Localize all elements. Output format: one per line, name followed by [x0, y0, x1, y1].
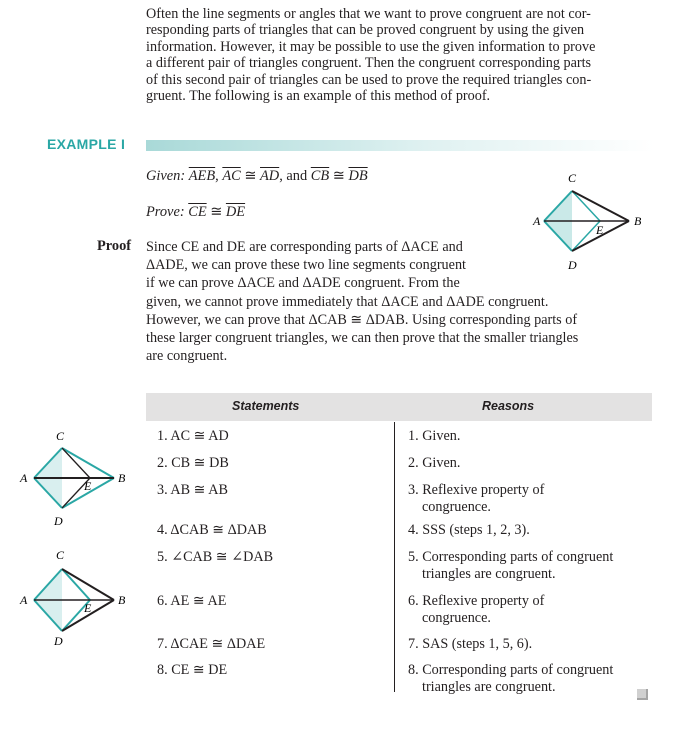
vertex-b-label: B [118, 593, 126, 607]
reason-line: triangles are congruent. [422, 566, 556, 582]
reason-3 [408, 482, 544, 516]
statement-2: 2. CB ≅ DB [157, 455, 229, 471]
cong-symbol: ≅ [244, 168, 257, 184]
reason-4 [408, 522, 530, 539]
vertex-c-label: C [56, 548, 65, 562]
proof-line: ΔADE, we can prove these two line segments congruent [146, 257, 466, 274]
given-seg-db: $\overline{DB}$ [348, 168, 368, 184]
given-seg-aeb: $\overline{AEB}$ [188, 168, 216, 184]
prove-line [146, 204, 245, 221]
vertex-a-label: A [533, 214, 541, 228]
given-seg-ac: $\overline{AC}$ [222, 168, 241, 184]
vertex-d-label: D [54, 634, 63, 648]
table-header [146, 393, 652, 421]
reason-line: 2. Given. [408, 455, 461, 471]
reason-2 [408, 455, 460, 472]
vertex-a-label: A [20, 471, 28, 485]
column-divider [394, 422, 395, 692]
example-label: EXAMPLE I [47, 136, 126, 152]
vertex-e-label: E [596, 223, 604, 237]
given-line: Given: $\overline{AEB}$, $\overline{AC}$ ≅ $\overline{AD}$, and $\overline{CB}$ ≅ $\overline{DB}$ [146, 168, 368, 184]
vertex-a-label: A [20, 593, 28, 607]
vertex-b-label: B [118, 471, 126, 485]
vertex-e-label: E [84, 479, 92, 493]
proof-line: if we can prove ΔACE and ΔADE congruent. From the [146, 275, 460, 292]
statement-4: 4. ΔCAB ≅ ΔDAB [157, 522, 267, 538]
statement-8: 8. CE ≅ DE [157, 662, 228, 678]
reasons-header: Reasons [482, 399, 535, 413]
figure-triangles-cab-dab [0, 428, 140, 532]
prove-seg-de: $\overline{DE}$ [225, 204, 246, 220]
proof-paragraph [146, 238, 646, 365]
intro-line: gruent. The following is an example of this method of proof. [146, 88, 491, 105]
statements-header: Statements [232, 399, 300, 413]
end-of-proof-box [637, 689, 648, 700]
prove-seg-ce: $\overline{CE}$ [188, 204, 207, 220]
vertex-c-label: C [56, 429, 65, 443]
reason-line: congruence. [422, 499, 491, 515]
given-label: Given: [146, 168, 186, 184]
vertex-b-label: B [634, 214, 642, 228]
prove-label: Prove: [146, 204, 185, 220]
statement-7: 7. ΔCAE ≅ ΔDAE [157, 636, 266, 652]
proof-line: However, we can prove that ΔCAB ≅ ΔDAB. Using corresponding parts of [146, 311, 578, 328]
reason-line: 1. Given. [408, 428, 461, 444]
cong-symbol: ≅ [332, 168, 345, 184]
given-and: , and [279, 168, 308, 184]
reason-line: 3. Reflexive property of [408, 482, 545, 498]
vertex-e-label: E [84, 601, 92, 615]
reason-1 [408, 428, 460, 445]
reason-line: 4. SSS (steps 1, 2, 3). [408, 522, 530, 538]
reason-5 [408, 549, 613, 583]
vertex-d-label: D [54, 514, 63, 528]
example-bar [146, 140, 654, 151]
proof-line: Since CE and DE are corresponding parts of ΔACE and [146, 239, 463, 255]
statement-6: 6. AE ≅ AE [157, 593, 227, 609]
reason-7 [408, 636, 532, 653]
reason-8 [408, 662, 613, 696]
proof-line: given, we cannot prove immediately that ΔACE and ΔADE congruent. [146, 293, 549, 310]
intro-line: Often the line segments or angles that we want to prove congruent are not cor- [146, 6, 591, 22]
intro-line: responding parts of triangles that can be proved congruent by using the given [146, 22, 585, 39]
intro-line: information. However, it may be possible to use the given information to prove [146, 38, 596, 55]
reason-line: triangles are congruent. [422, 679, 556, 695]
proof-line: these larger congruent triangles, we can then prove that the smaller triangles [146, 330, 579, 347]
reason-6 [408, 593, 544, 627]
intro-line: a different pair of triangles congruent. Then the congruent corresponding parts [146, 55, 592, 72]
figure-triangles-cae-dae [0, 545, 140, 649]
reason-line: 6. Reflexive property of [408, 593, 545, 609]
vertex-d-label: D [568, 258, 577, 272]
reason-line: 5. Corresponding parts of congruent [408, 549, 614, 565]
reason-line: 8. Corresponding parts of congruent [408, 662, 614, 678]
reason-line: 7. SAS (steps 1, 5, 6). [408, 636, 533, 652]
intro-line: of this second pair of triangles can be used to prove the required triangles con- [146, 71, 592, 88]
proof-line: are congruent. [146, 348, 228, 365]
intro-paragraph [146, 6, 654, 104]
given-seg-ad: $\overline{AD}$ [260, 168, 280, 184]
statement-5: 5. ∠CAB ≅ ∠DAB [157, 549, 274, 565]
proof-label: Proof [97, 238, 132, 254]
vertex-c-label: C [568, 171, 577, 185]
given-seg-cb: $\overline{CB}$ [310, 168, 330, 184]
cong-symbol: ≅ [210, 204, 223, 220]
statement-1: 1. AC ≅ AD [157, 428, 229, 444]
reason-line: congruence. [422, 610, 491, 626]
statement-3: 3. AB ≅ AB [157, 482, 229, 498]
